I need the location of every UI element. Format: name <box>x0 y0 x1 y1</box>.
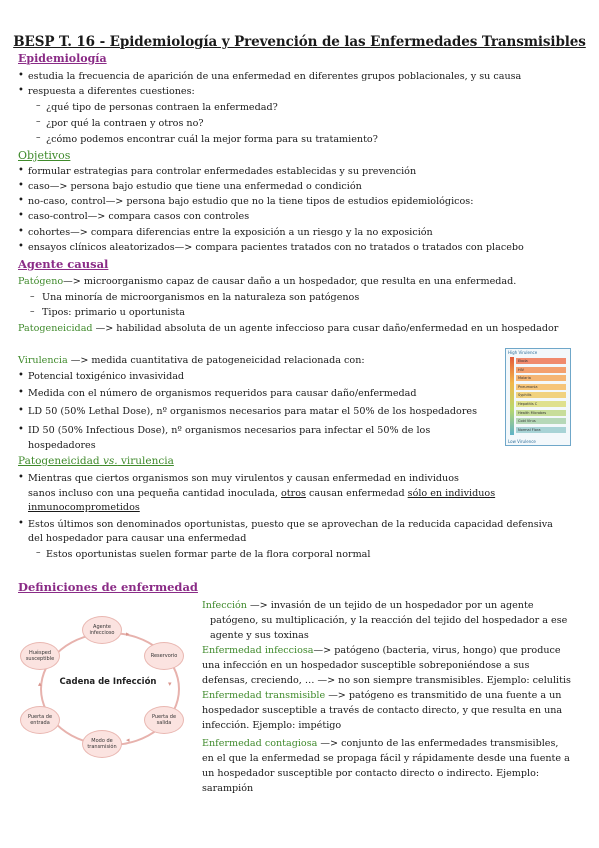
pvv-line-6: Estos oportunistas suelen formar parte de la flora corporal normal <box>46 549 371 560</box>
obj-bullet-1: formular estrategias para controlar enfermedades establecidas y su prevención <box>28 166 417 177</box>
dash-icon: – <box>30 307 35 317</box>
obj-bullet-3: no-caso, control—> persona bajo estudio que no la tiene tipos de estudios epidemiológicos: <box>28 196 474 207</box>
virulencia-bullet-1: Potencial toxigénico invasividad <box>28 371 185 382</box>
pvv-line-2d: sólo en individuos <box>407 488 496 499</box>
bullet-icon: • <box>18 518 24 529</box>
epi-bullet-1: estudia la frecuencia de aparición de una enfermedad en diferentes grupos poblacionales, y su causa <box>28 71 522 82</box>
infeccion-line-1 <box>202 599 534 612</box>
patogeneicidad-keyword: Patogeneicidad <box>18 323 93 334</box>
bullet-icon: • <box>18 472 24 483</box>
enf-contagiosa-line-2: en el que la enfermedad se propaga fácil y rápidamente desde una fuente a <box>202 753 570 764</box>
chain-arrow-icon: ▸ <box>126 630 130 638</box>
bullet-icon: • <box>18 370 24 381</box>
obj-bullet-4: caso-control—> compara casos con controles <box>28 211 250 222</box>
epi-question-2: ¿por qué la contraen y otros no? <box>46 118 204 129</box>
pvv-line-5: del hospedador para causar una enfermedad <box>28 533 247 544</box>
chain-arrow-icon: ▴ <box>38 680 42 688</box>
heading-patogeneicidad-vs-virulencia <box>18 455 174 467</box>
enf-infecciosa-text-1: —> patógeno (bacteria, virus, hongo) que produce <box>313 645 561 656</box>
patogeno-line <box>18 275 516 288</box>
chain-of-infection-diagram <box>18 612 198 760</box>
virulence-row: Pneumonia <box>516 384 566 390</box>
pvv-line-2b: otros <box>281 488 306 499</box>
virulencia-line <box>18 354 365 367</box>
chain-center-label: Cadena de Infección <box>59 677 157 687</box>
node-modo-transmision: Modo de transmisión <box>82 730 122 758</box>
enf-infecciosa-line-2: una infección en un hospedador susceptible sobreponiéndose a sus <box>202 660 530 671</box>
epi-question-1: ¿qué tipo de personas contraen la enfermedad? <box>46 102 278 113</box>
enf-contagiosa-line-4: sarampión <box>202 783 254 794</box>
virulencia-bullet-4a: ID 50 (50% Infectious Dose), nº organismos necesarios para infectar el 50% de los <box>28 425 431 436</box>
virulence-row: Normal Flora <box>516 427 566 433</box>
infeccion-text-1: —> invasión de un tejido de un hospedador por un agente <box>246 600 534 611</box>
bullet-icon: • <box>18 241 24 252</box>
dash-icon: – <box>36 117 41 127</box>
heading-epidemiologia: Epidemiología <box>18 52 107 65</box>
virulence-row: Hepatitis C <box>516 401 566 407</box>
virulence-row: Malaria <box>516 375 566 381</box>
dash-icon: – <box>36 101 41 111</box>
obj-bullet-5: cohortes—> compara diferencias entre la exposición a un riesgo y la no exposición <box>28 227 433 238</box>
node-puerta-salida: Puerta de salida <box>144 706 184 734</box>
patogeno-definition: —> microorganismo capaz de causar daño a un hospedador, que resulta en una enfermedad. <box>63 276 517 287</box>
virulencia-bullet-3: LD 50 (50% Lethal Dose), nº organismos necesarios para matar el 50% de los hospedadores <box>28 406 478 417</box>
node-puerta-entrada: Puerta de entrada <box>20 706 60 734</box>
virulence-row: Syphilis <box>516 392 566 398</box>
pvv-line-1: Mientras que ciertos organismos son muy virulentos y causan enfermedad en individuos <box>28 473 459 484</box>
dash-icon: – <box>36 133 41 143</box>
agente-detail-2: Tipos: primario u oportunista <box>42 307 185 318</box>
epi-bullet-2: respuesta a diferentes cuestiones: <box>28 86 195 97</box>
dash-icon: – <box>36 548 41 558</box>
chain-arrow-icon: ▾ <box>168 680 172 688</box>
bullet-icon: • <box>18 165 24 176</box>
agente-detail-1: Una minoría de microorganismos en la naturaleza son patógenos <box>42 292 360 303</box>
heading-objetivos: Objetivos <box>18 149 71 162</box>
virulencia-bullet-2: Medida con el número de organismos requeridos para causar daño/enfermedad <box>28 388 417 399</box>
heading-definiciones: Definiciones de enfermedad <box>18 580 198 594</box>
infeccion-line-3: agente y sus toxinas <box>210 630 309 641</box>
enf-transmisible-line-2: hospedador susceptible a través de contacto directo, y que resulta en una <box>202 705 563 716</box>
node-reservorio: Reservorio <box>144 642 184 670</box>
virulence-row: Cold Virus <box>516 418 566 424</box>
enf-transmisible-keyword: Enfermedad transmisible <box>202 690 326 701</box>
bullet-icon: • <box>18 387 24 398</box>
bullet-icon: • <box>18 424 24 435</box>
virulencia-definition: —> medida cuantitativa de patogeneicidad relacionada con: <box>67 355 365 366</box>
enf-contagiosa-keyword: Enfermedad contagiosa <box>202 738 318 749</box>
bullet-icon: • <box>18 70 24 81</box>
infeccion-keyword: Infección <box>202 600 247 611</box>
bullet-icon: • <box>18 180 24 191</box>
bullet-icon: • <box>18 405 24 416</box>
infeccion-line-2: patógeno, su multiplicación, y la reacción del tejido del hospedador a ese <box>210 615 568 626</box>
bullet-icon: • <box>18 210 24 221</box>
bullet-icon: • <box>18 85 24 96</box>
epi-question-3: ¿cómo podemos encontrar cuál la mejor forma para su tratamiento? <box>46 134 378 145</box>
virulence-gradient-bar <box>510 357 514 435</box>
patogeno-keyword: Patógeno <box>18 276 64 287</box>
chain-arrow-icon: ◂ <box>126 736 130 744</box>
obj-bullet-6: ensayos clínicos aleatorizados—> compara pacientes tratados con no tratados o tratados con placebo <box>28 242 524 253</box>
enf-infecciosa-line-1 <box>202 644 561 657</box>
patogeneicidad-definition: —> habilidad absoluta de un agente infeccioso para cusar daño/enfermedad en un hospedador <box>92 323 559 334</box>
virulencia-bullet-4b: hospedadores <box>28 440 96 451</box>
enf-transmisible-text-1: —> patógeno es transmitido de una fuente a un <box>325 690 562 701</box>
patogeneicidad-line <box>18 322 558 335</box>
enf-contagiosa-line-1 <box>202 737 558 750</box>
heading-part-a: Patogeneicidad <box>18 455 100 467</box>
virulence-scale-image <box>505 348 571 446</box>
pvv-line-2 <box>28 487 495 500</box>
pvv-line-3: inmunocomprometidos <box>28 502 140 513</box>
dash-icon: – <box>30 292 35 302</box>
bullet-icon: • <box>18 195 24 206</box>
enf-contagiosa-line-3: un hospedador susceptible por contacto directo o indirecto. Ejemplo: <box>202 768 540 779</box>
virulence-high-label: High Virulence <box>508 350 538 355</box>
enf-infecciosa-keyword: Enfermedad infecciosa <box>202 645 314 656</box>
pvv-line-2c: causan enfermedad <box>305 488 408 499</box>
heading-vs: vs. <box>102 455 118 467</box>
virulence-row: Ebola <box>516 358 566 364</box>
enf-transmisible-line-1 <box>202 689 561 702</box>
enf-contagiosa-text-1: —> conjunto de las enfermedades transmisibles, <box>317 738 559 749</box>
virulence-row: Health Microbes <box>516 410 566 416</box>
enf-transmisible-line-3: infección. Ejemplo: impétigo <box>202 720 342 731</box>
virulence-row: HIV <box>516 367 566 373</box>
obj-bullet-2: caso—> persona bajo estudio que tiene una enfermedad o condición <box>28 181 362 192</box>
virulence-low-label: Low Virulence <box>508 439 536 444</box>
pvv-line-4: Estos últimos son denominados oportunistas, puesto que se aprovechan de la reducida capacidad defensiva <box>28 519 553 530</box>
document-title: BESP T. 16 - Epidemiología y Prevención de las Enfermedades Transmisibles <box>13 34 586 50</box>
enf-infecciosa-line-3: defensas, creciendo, … —> no son siempre transmisibles. Ejemplo: celulitis <box>202 675 571 686</box>
bullet-icon: • <box>18 226 24 237</box>
heading-part-b: virulencia <box>120 455 174 467</box>
virulencia-keyword: Virulencia <box>18 355 68 366</box>
node-huesped-susceptible: Huésped susceptible <box>20 642 60 670</box>
pvv-line-2a: sanos incluso con una pequeña cantidad inoculada, <box>28 488 282 499</box>
heading-agente-causal: Agente causal <box>18 257 109 271</box>
node-agente-infeccioso: Agente infeccioso <box>82 616 122 644</box>
